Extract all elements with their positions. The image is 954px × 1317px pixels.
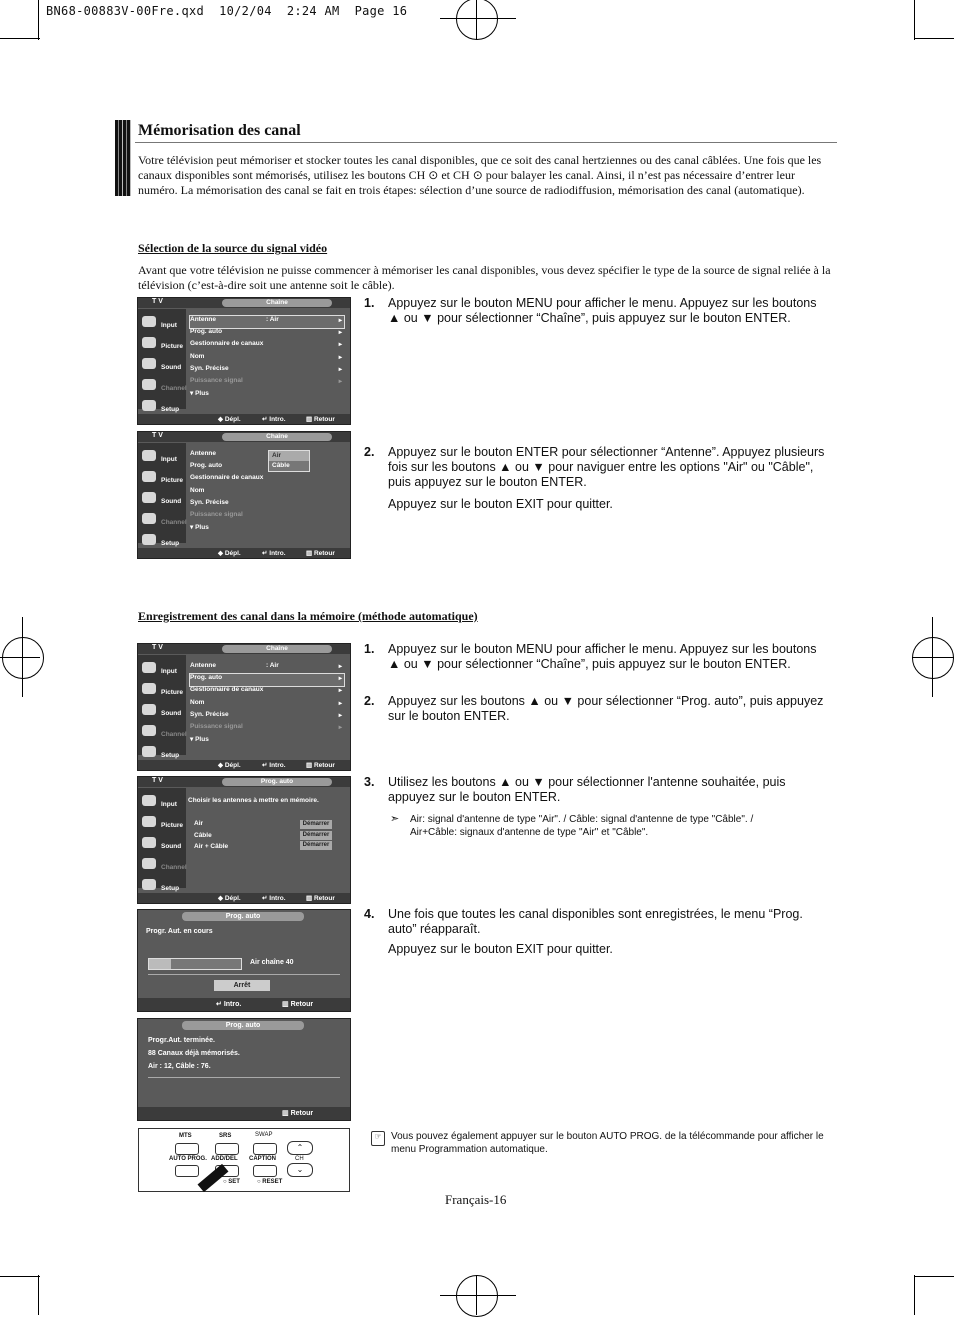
sub2-step-1: 1. Appuyez sur le bouton MENU pour afficher le menu. Appuyez sur les boutons ▲ ou ▼ pour sélectionner “Chaîne”, puis appuyez sur le bouton ENTER. <box>364 642 817 671</box>
pointer-icon <box>198 1164 229 1192</box>
setup-icon <box>142 400 156 411</box>
ch-down-icon: ⌄ <box>287 1163 313 1177</box>
crop-mark <box>914 1275 915 1315</box>
channel-icon <box>142 858 156 869</box>
sub1-step-2: 2. Appuyez sur le bouton ENTER pour sélectionner “Antenne”. Appuyez plusieurs fois sur les boutons ▲ ou ▼ pour naviguer entre les options "Air" ou "Câble", puis appuyez sur le bouton ENTER. <box>364 445 825 489</box>
registration-mark <box>456 0 498 40</box>
intro-paragraph: Votre télévision peut mémoriser et stocker toutes les canal disponibles, que ce soit des canal hertziennes ou des canal câblées. Une fois que les canaux disponibles sont mémorisés, utilisez les boutons CH ⊙ et CH ⊙ pour balayer les canal. Ainsi, il n’est pas nécessaire d’entrer leur numéro. La mémorisation des canal se fait en trois étapes: sélection d’une source de radiodiffusion, mémorisation des canal (automatique). <box>138 153 822 197</box>
sub1-title: Sélection de la source du signal vidéo <box>138 241 328 255</box>
sub1-exit: Appuyez sur le bouton EXIT pour quitter. <box>388 497 613 511</box>
crop-mark <box>0 38 40 39</box>
progress-bar <box>148 958 242 970</box>
sub1-step-1: 1. Appuyez sur le bouton MENU pour afficher le menu. Appuyez sur les boutons ▲ ou ▼ pour sélectionner “Chaîne”, puis appuyez sur le bouton ENTER. <box>364 296 817 325</box>
section-bar <box>115 120 131 196</box>
setup-icon <box>142 534 156 545</box>
setup-icon <box>142 879 156 890</box>
channel-icon <box>142 379 156 390</box>
sub2-title: Enregistrement des canal dans la mémoire (méthode automatique) <box>138 609 478 623</box>
menu-chaine-2: T V Chaîne Input Picture Sound Channel Setup Antenne Prog. auto Gestionnaire de canaux Nom Syn. Précise Puissance signal ▾ Plus Air Câble ◆ Dépl. ↵ Intro. ▥ Retour <box>137 431 351 559</box>
menu-prog-auto: T V Prog. auto Input Picture Sound Channel Setup Choisir les antennes à mettre en mémoire. Air Câble Air + Câble Démarrer Démarrer Démarrer ◆ Dépl. ↵ Intro. ▥ Retour <box>137 776 351 904</box>
channel-icon <box>142 513 156 524</box>
file-header: BN68-00883V-00Fre.qxd 10/2/04 2:24 AM Page 16 <box>46 4 408 18</box>
section-title: Mémorisation des canal <box>138 122 301 139</box>
registration-line <box>440 1295 516 1296</box>
sub2-step-4: 4. Une fois que toutes les canal disponibles sont enregistrées, le menu “Prog. auto” réapparaît. <box>364 907 803 936</box>
tip-text: Vous pouvez également appuyer sur le bouton AUTO PROG. de la télécommande pour afficher le menu Programmation automatique. <box>391 1131 824 1155</box>
prog-in-progress: Prog. auto Progr. Aut. en cours Air chaîne 40 Arrêt ↵ Intro. ▥ Retour <box>137 909 351 1012</box>
title-rule <box>135 142 837 143</box>
setup-icon <box>142 746 156 757</box>
ch-up-icon: ⌃ <box>287 1141 313 1155</box>
registration-line <box>476 0 477 40</box>
registration-line <box>440 18 516 19</box>
antenna-options: Air Câble <box>268 450 310 472</box>
sub2-step-3-note: Air: signal d'antenne de type "Air". / Câble: signal d'antenne de type "Câble". / Air+Câble: signaux d'antenne de type "Air" et "Câble". <box>410 814 754 838</box>
crop-mark <box>914 1276 954 1277</box>
sub2-step-2: 2. Appuyez sur les boutons ▲ ou ▼ pour sélectionner “Prog. auto”, puis appuyez sur le bouton ENTER. <box>364 694 824 723</box>
crop-mark <box>38 0 39 40</box>
picture-icon <box>142 816 156 827</box>
registration-mark <box>456 1275 498 1317</box>
crop-mark <box>38 1275 39 1315</box>
crop-mark <box>0 1276 40 1277</box>
prog-done: Prog. auto Progr.Aut. terminée. 88 Canaux déjà mémorisés. Air : 12, Câble : 76. ▥ Retour <box>137 1018 351 1121</box>
arrow-icon: ➣ <box>390 813 400 825</box>
sub1-intro: Avant que votre télévision ne puisse commencer à mémoriser les canal disponibles, vous devez spécifier le type de la source de signal reliée à la télévision (c’est-à-dire soit une antenne soit le câble). <box>138 263 831 292</box>
remote-control-image: MTS SRS SWAP ⌃ AUTO PROG. ADD/DEL CAPTION CH ⌄ ○ SET ○ RESET <box>138 1128 350 1192</box>
stop-button: Arrêt <box>214 980 270 991</box>
sound-icon <box>142 358 156 369</box>
page-footer: Français-16 <box>445 1192 507 1207</box>
crop-mark <box>914 38 954 39</box>
crop-mark <box>914 0 915 40</box>
hand-icon: ☞ <box>371 1131 385 1146</box>
menu-chaine-1: T V Chaîne Input Picture Sound Channel Setup Antenne : Air ▸ Prog. auto ▸ Gestionnaire de canaux ▸ Nom ▸ Syn. Précise ▸ Puissance signal ▸ ▾ Plus ◆ Dépl. ↵ Intro. ▥ Retour <box>137 297 351 425</box>
sub2-exit: Appuyez sur le bouton EXIT pour quitter. <box>388 942 613 956</box>
menu-chaine-3: T V Chaîne Input Picture Sound Channel Setup Antenne : Air ▸ Prog. auto ▸ Gestionnaire de canaux ▸ Nom ▸ Syn. Précise ▸ Puissance signal ▸ ▾ Plus ◆ Dépl. ↵ Intro. ▥ Retour <box>137 643 351 771</box>
sub2-step-3: 3. Utilisez les boutons ▲ ou ▼ pour sélectionner l'antenne souhaitée, puis appuyez sur le bouton ENTER. <box>364 775 786 804</box>
sound-icon <box>142 837 156 848</box>
